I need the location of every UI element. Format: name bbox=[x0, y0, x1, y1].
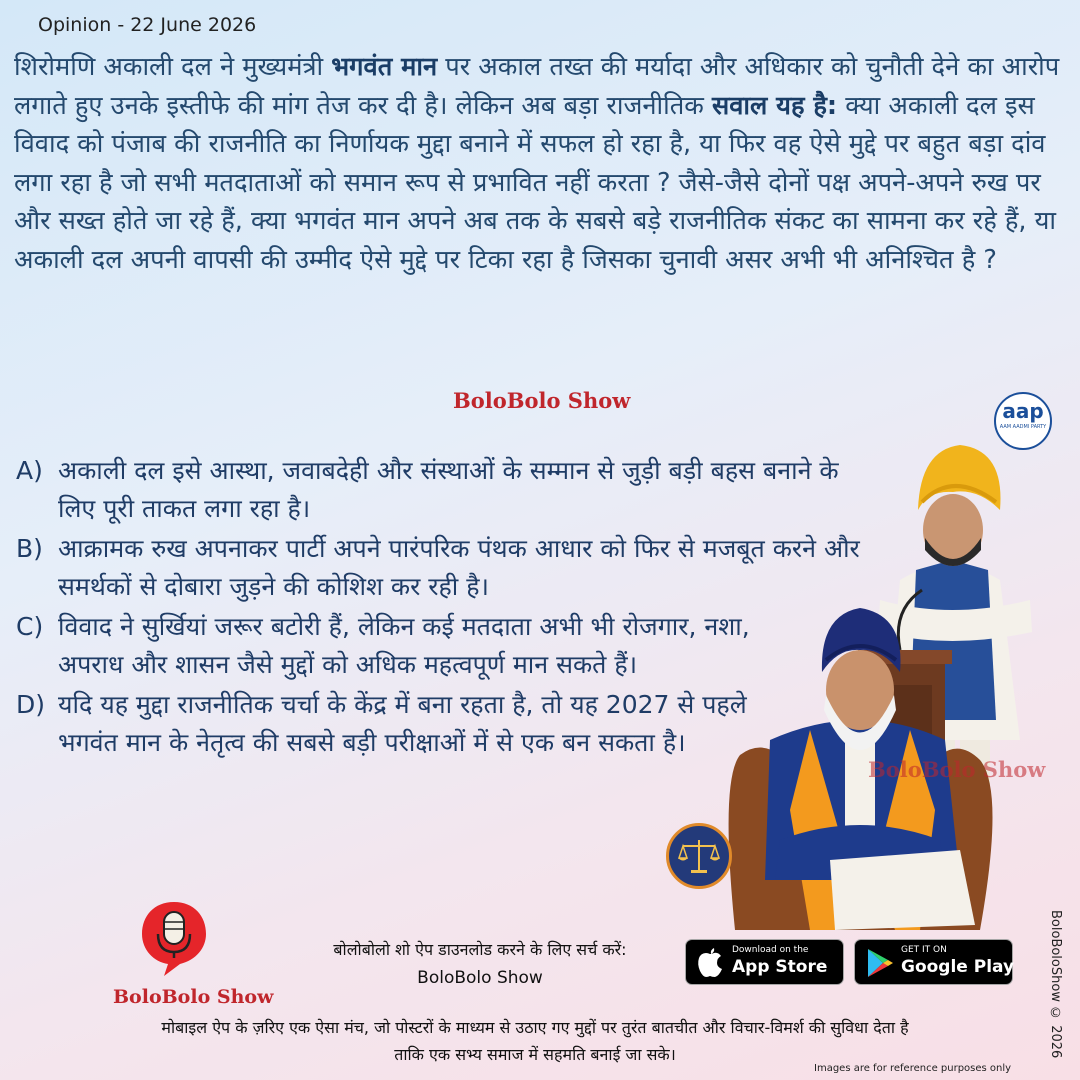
brand-watermark-faded: BoloBolo Show bbox=[868, 757, 1046, 782]
footer-description bbox=[30, 1014, 1040, 1068]
search-term: BoloBolo Show bbox=[417, 968, 543, 988]
app-store-button[interactable] bbox=[685, 939, 844, 985]
google-play-icon bbox=[865, 947, 895, 979]
option-text: अकाली दल इसे आस्था, जवाबदेही और संस्थाओं के सम्मान से जुड़ी बड़ी बहस बनाने के लिए पूरी ताकत लगा रहा है। bbox=[58, 456, 839, 523]
footer-line-1: मोबाइल ऐप के ज़रिए एक ऐसा मंच, जो पोस्टरों के माध्यम से उठाए गए मुद्दों पर तुरंत बातचीत और विचार-विमर्श की सुविधा देता है bbox=[161, 1018, 909, 1037]
google-play-small-label: GET IT ON bbox=[901, 945, 947, 955]
date-label: Opinion - 22 June 2026 bbox=[38, 14, 257, 36]
option-key: B) bbox=[16, 534, 43, 563]
search-instructions bbox=[300, 936, 660, 992]
app-store-label: App Store bbox=[732, 957, 828, 977]
footer-line-2: ताकि एक सभ्य समाज में सहमति बनाई जा सके। bbox=[394, 1045, 676, 1064]
disclaimer-text: Images are for reference purposes only bbox=[814, 1063, 1012, 1074]
intro-bold-name: भगवंत मान bbox=[331, 52, 438, 82]
justice-scale-badge bbox=[666, 823, 732, 889]
aap-logo-subtext: AAM AADMI PARTY bbox=[999, 424, 1047, 430]
intro-paragraph bbox=[14, 48, 1064, 279]
brand-watermark: BoloBolo Show bbox=[453, 388, 631, 413]
aap-logo-text: aap bbox=[1002, 399, 1044, 423]
option-key: C) bbox=[16, 612, 44, 641]
option-key: D) bbox=[16, 690, 46, 719]
brand-name: BoloBolo Show bbox=[113, 986, 274, 1008]
search-prompt: बोलोबोलो शो ऐप डाउनलोड करने के लिए सर्च करें: bbox=[333, 940, 627, 959]
scale-icon bbox=[669, 826, 729, 886]
copyright-side-text: BoloBoloShow © 2026 bbox=[1048, 910, 1063, 1059]
option-text: विवाद ने सुर्खियां जरूर बटोरी हैं, लेकिन कई मतदाता अभी भी रोजगार, नशा, अपराध और शासन जैसे मुद्दों को अधिक महत्वपूर्ण मान सकते हैं। bbox=[58, 612, 750, 679]
intro-text-3: क्या अकाली दल इस विवाद को पंजाब की राजनीति का निर्णायक मुद्दा बनाने में सफल हो रहा है, या फिर वह ऐसे मुद्दे पर बहुत बड़ा दांव लगा रहा है जो सभी मतदाताओं को समान रूप से प्रभावित नहीं करता ? जैसे-जैसे दोनों पक्ष अपने-अपने रुख पर और सख्त होते जा रहे हैं, क्या भगवंत मान अपने अब तक के सबसे बड़े राजनीतिक संकट का सामना कर रहे हैं, या अकाली दल अपनी वापसी की उम्मीद ऐसे मुद्दे पर टिका रहा है जिसका चुनावी असर अभी भी अनिश्चित है ? bbox=[14, 90, 1057, 275]
intro-text-2: पर अकाल तख्त की मर्यादा और अधिकार को चुनौती देने का आरोप लगाते हुए उनके इस्तीफे की मांग तेज कर दी है। लेकिन अब बड़ा राजनीतिक bbox=[14, 52, 1060, 121]
apple-icon bbox=[696, 946, 726, 980]
intro-bold-question: सवाल यह है: bbox=[712, 90, 838, 121]
google-play-label: Google Play bbox=[901, 957, 1015, 977]
intro-text-1: शिरोमणि अकाली दल ने मुख्यमंत्री bbox=[14, 52, 332, 82]
google-play-button[interactable] bbox=[854, 939, 1013, 985]
option-text: यदि यह मुद्दा राजनीतिक चर्चा के केंद्र में बना रहता है, तो यह 2027 से पहले भगवंत मान के नेतृत्व की सबसे बड़ी परीक्षाओं में से एक बन सकता है। bbox=[58, 690, 747, 757]
app-store-small-label: Download on the bbox=[732, 945, 809, 955]
microphone-logo-icon[interactable] bbox=[138, 898, 210, 978]
option-key: A) bbox=[16, 456, 43, 485]
option-text: आक्रामक रुख अपनाकर पार्टी अपने पारंपरिक पंथक आधार को फिर से मजबूत करने और समर्थकों से दोबारा जुड़ने की कोशिश कर रही है। bbox=[58, 534, 860, 601]
